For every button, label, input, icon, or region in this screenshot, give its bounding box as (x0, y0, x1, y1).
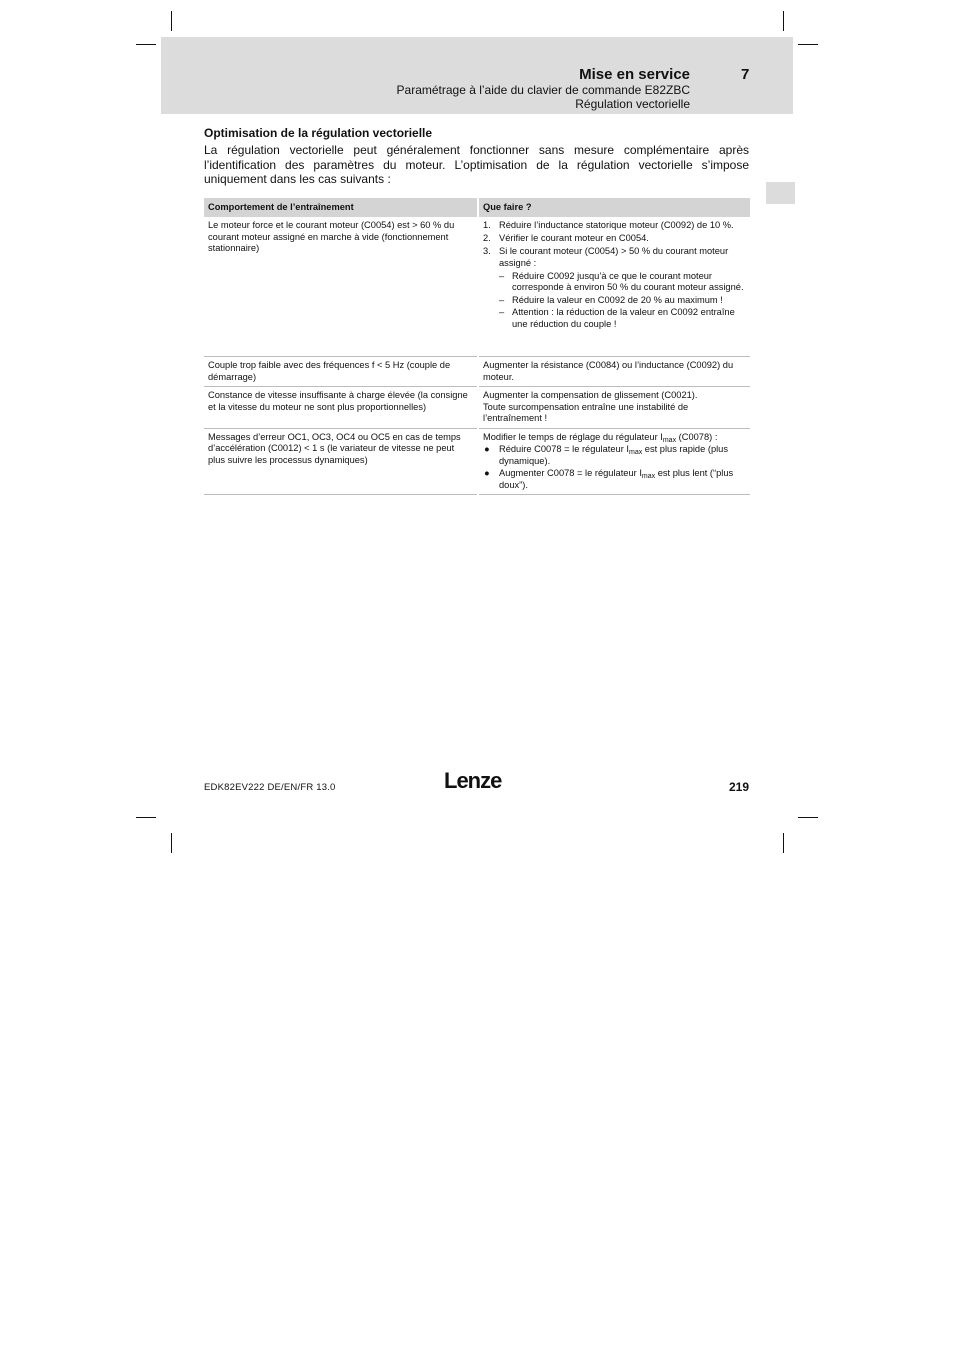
header-band (161, 37, 793, 114)
lenze-logo: Lenze (444, 768, 502, 793)
sub-list-text: Réduire la valeur en C0092 de 20 % au maximum ! (512, 294, 723, 305)
action-line: Augmenter la compensation de glissement (C0021). (483, 390, 698, 400)
document-reference: EDK82EV222 DE/EN/FR 13.0 (204, 782, 336, 793)
bullet-item: ● Réduire C0078 = le régulateur $I_{max}$ est plus rapide (plus dynamique). (484, 444, 729, 466)
dash-marker: – (499, 307, 505, 317)
crop-mark (783, 833, 784, 853)
table-row (204, 217, 750, 357)
chapter-title: Mise en service (579, 66, 690, 83)
table-header-row (204, 198, 750, 217)
crop-mark (798, 817, 818, 818)
bullet-icon: ● (484, 468, 490, 478)
chapter-tab-marker (766, 182, 795, 204)
column-header-behaviour: Comportement de l’entraînement (204, 198, 478, 217)
header-subtitle-1: Paramétrage à l’aide du clavier de commande E82ZBC (396, 83, 690, 97)
list-number: 3. (483, 246, 491, 256)
list-text: Vérifier le courant moteur en C0054. (499, 233, 649, 243)
bullet-icon: ● (484, 444, 490, 454)
crop-mark (171, 11, 172, 31)
list-number: 1. (483, 220, 491, 230)
list-item (483, 233, 746, 245)
sub-list-text: Attention : la réduction de la valeur en C0092 entraîne une réduction du couple ! (512, 307, 735, 329)
list-item (483, 220, 746, 232)
intro-paragraph: La régulation vectorielle peut généralement fonctionner sans mesure complémentaire après l’identification des paramètres du moteur. L’optimisation de la régulation vectorielle s’impose uniquement dans les cas suivants : (204, 143, 749, 186)
action-cell (478, 387, 750, 429)
chapter-number: 7 (741, 66, 750, 83)
action-cell: Augmenter la résistance (C0084) ou l’inductance (C0092) du moteur. (478, 357, 750, 387)
crop-mark (783, 11, 784, 31)
column-header-action: Que faire ? (478, 198, 750, 217)
behaviour-cell: Messages d’erreur OC1, OC3, OC4 ou OC5 en cas de temps d’accélération (C0012) < 1 s (le variateur de vitesse ne peut plus suivre les processus dynamiques) (204, 428, 478, 495)
dash-marker: – (499, 294, 505, 305)
optimisation-table (204, 198, 750, 495)
action-cell (478, 428, 750, 495)
action-intro: Modifier le temps de réglage du régulateur $I_{max}$ (C0078) : (483, 431, 718, 444)
behaviour-cell: Couple trop faible avec des fréquences f < 5 Hz (couple de démarrage) (204, 357, 478, 387)
table-row (204, 387, 750, 429)
crop-mark (798, 44, 818, 45)
bullet-item: ● Augmenter C0078 = le régulateur $I_{max}$ est plus lent (“plus doux”). (484, 468, 734, 490)
sub-list-item (483, 271, 746, 294)
crop-mark (171, 833, 172, 853)
dash-marker: – (499, 270, 505, 281)
crop-mark (136, 44, 156, 45)
list-number: 2. (483, 233, 491, 243)
table-row (204, 357, 750, 387)
sub-list-item (483, 307, 746, 330)
action-cell (478, 217, 750, 357)
sub-list-text: Réduire C0092 jusqu’à ce que le courant moteur corresponde à environ 50 % du courant moteur assigné. (512, 270, 744, 292)
list-text: Si le courant moteur (C0054) > 50 % du courant moteur assigné : (499, 246, 729, 268)
table-row (204, 428, 750, 495)
list-item (483, 246, 746, 269)
behaviour-cell: Constance de vitesse insuffisante à charge élevée (la consigne et la vitesse du moteur ne sont plus proportionnelles) (204, 387, 478, 429)
action-line: Toute surcompensation entraîne une instabilité de l’entraînement ! (483, 401, 689, 423)
header-subtitle-2: Régulation vectorielle (575, 97, 690, 111)
sub-list-item (483, 295, 746, 307)
list-text: Réduire l’inductance statorique moteur (C0092) de 10 %. (499, 220, 734, 230)
page-number: 219 (728, 780, 749, 794)
crop-mark (136, 817, 156, 818)
behaviour-cell: Le moteur force et le courant moteur (C0054) est > 60 % du courant moteur assigné en marche à vide (fonctionnement stationnaire) (204, 217, 478, 357)
section-heading: Optimisation de la régulation vectorielle (204, 126, 433, 140)
